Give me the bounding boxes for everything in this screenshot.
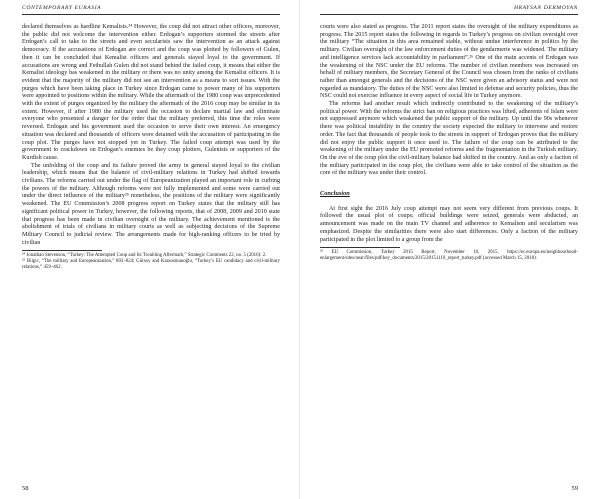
footnotes xyxy=(320,250,578,262)
right-page xyxy=(300,0,600,499)
footnote: ²⁴ Jonathan Stevenson, “Turkey: The Attempted Coup and Its Troubling Aftermath,” Strategic Comments 22, no. 5 (2016): 2. xyxy=(22,253,267,259)
footnote-rule xyxy=(320,247,400,248)
header-rule xyxy=(320,14,578,15)
paragraph: The reforms had another result which indirectly contributed to the weakening of the military’s political power. With the reforms the strict ban on religious practices was lifted, adherents of Islam were not suppressed anymore which weakened the public support of the military. Up until the 90s whenever there was political instability in the country the society expected the military to intervene and restore order. The fact that thousands of people took to the streets in support of Erdogan proves that the military did not enjoy the public support it once used to. The failure of the coup can be attributed to the weakening of the military under the EU promoted reforms and the fragmentation in the Turkish military. On the eve of the coup plot the civil-military balance had shifted in the country. And as only a faction of the military participated in the coup plot, the civilians were able to take control of the situation as the core of the military was under their control. xyxy=(320,101,578,177)
running-header xyxy=(320,0,578,23)
body-text xyxy=(320,24,578,244)
footnote: ²⁵ Bilgic, “The military and Europeanization,” 803–824; Gürsoy and Karaosmanoğlu, “Turkey’s EU candidacy and civil-military relations,” 459–462. xyxy=(22,259,280,271)
paragraph: declared themselves as hardline Kemalists.²⁴ However, the coup did not attract other officers, moreover, the public did not welcome the intervention either. Erdogan’s supporters stormed the streets after Erdogan’s call to take to the streets and even secularists saw the intervention as an attack against democracy. If the accusations of Erdogan are correct and the coup was plotted by followers of Gulen, then it can be concluded that Kemalist officers and generals stayed loyal to the government. If accusations are wrong and Fethullah Gulen did not stand behind the failed coup, it means that either the Kemalist ideology has weakened in the military or there was no unity among the Kemalist officers. It is evident that the majority of the military did not see an intervention as a means to sort issues. With the purges which have been taking place in Turkey since Erdogan came to power many of his supporters were appointed to positions within the military. While the aftermath of the 1980 coup was unprecedented with the extent of purges organized by the military the aftermath of the 2016 coup may be similar in its extent. However, if after 1980 the military used the occasion to declare martial law and eliminate everyone who presented a danger for the order that the military preferred, this time the roles were reversed. Erdogan and his government used the occasion to serve their own interest. An emergency situation was declared and thousands of officers were detained with the accusation of participating in the coup plot. The purges have not stopped yet in Turkey. The failed coup attempt was used by the government to crackdown on Erdogan’s enemies be they coup plotters, Gulenists or supporters of the Kurdish cause. xyxy=(22,24,280,161)
body-text xyxy=(22,24,280,247)
footnotes xyxy=(22,253,280,271)
paragraph: The unfolding of the coup and its failure proved the army in general stayed loyal to the civilian leadership, which means that the balance of civil-military relations in Turkey had shifted towards civilians. The reforms carried out under the flag of Europeanization played an important role in curbing the powers of the military. Although reforms were not fully implemented and some were carried out under the direct influence of the military²⁵ nonetheless, the positions of the military were significantly weakened. The EU Commission’s 2008 progress report on Turkey states that the military still has significant political power in Turkey, however, the following reports, that of 2008, 2009 and 2010 state that progress has been made in civilian oversight of the military. The achievement mentioned is the abolishment of trials of civilians in military courts as well as subjecting decisions of the Supreme Military Council to judicial review. The arrangements made for high-ranking officers to be tried by civilian xyxy=(22,162,280,246)
footnote-rule xyxy=(22,250,102,251)
page-number: 59 xyxy=(571,485,578,492)
section-heading: Conclusion xyxy=(320,190,350,198)
footnote: ²⁶ EU Commission, Turkey 2015 Report, November 10, 2015, https://ec.europa.eu/neighbourhood-enlargement/sites/near/files/pdf/key_documents/2015/20151110_report_turkey.pdf (accessed March 15, 2018). xyxy=(320,250,578,262)
author-name: HRAYSAN DERMOYAN xyxy=(513,5,578,11)
paragraph: At first sight the 2016 July coup attempt may not seem very different from previous coups. It followed the usual plot of coups; official buildings were seized, generals were abducted, an announcement was made on the main TV channel and adherence to Kemalism and secularism was emphasized. Despite the similarities there were also start differences. Only a faction of the military participated in the plot limited to a group from the xyxy=(320,205,578,243)
journal-title: CONTEMPORARY EURASIA xyxy=(22,5,102,11)
header-rule xyxy=(22,14,280,15)
page-number: 58 xyxy=(22,485,29,492)
running-header xyxy=(22,0,280,23)
paragraph: courts were also stated as progress. The 2011 report states the oversight of the military expenditures as progress. The 2015 report states the following in regards to Turkey’s progress on civilian oversight over the military “The situation in this area remained stable, without undue interference in politics by the military. Civilian oversight of the law enforcement duties of the gendarmerie was widened. The military and intelligence services lack accountability in parliament”.²⁶ One of the main accents of Erdogan was the weakening of the NSC under the EU reforms. The number of civilian members was increased on behalf of military members, the Secretary General of the Council was chosen from the ranks of civilians rather than amongst generals and the decisions of the NSC were given an advisory status and were not regarded as mandatory. The duties of the NSC were also limited to defense and security policies, thus the NSC could not exercise influence in every aspect of social life in Turkey anymore. xyxy=(320,24,578,100)
